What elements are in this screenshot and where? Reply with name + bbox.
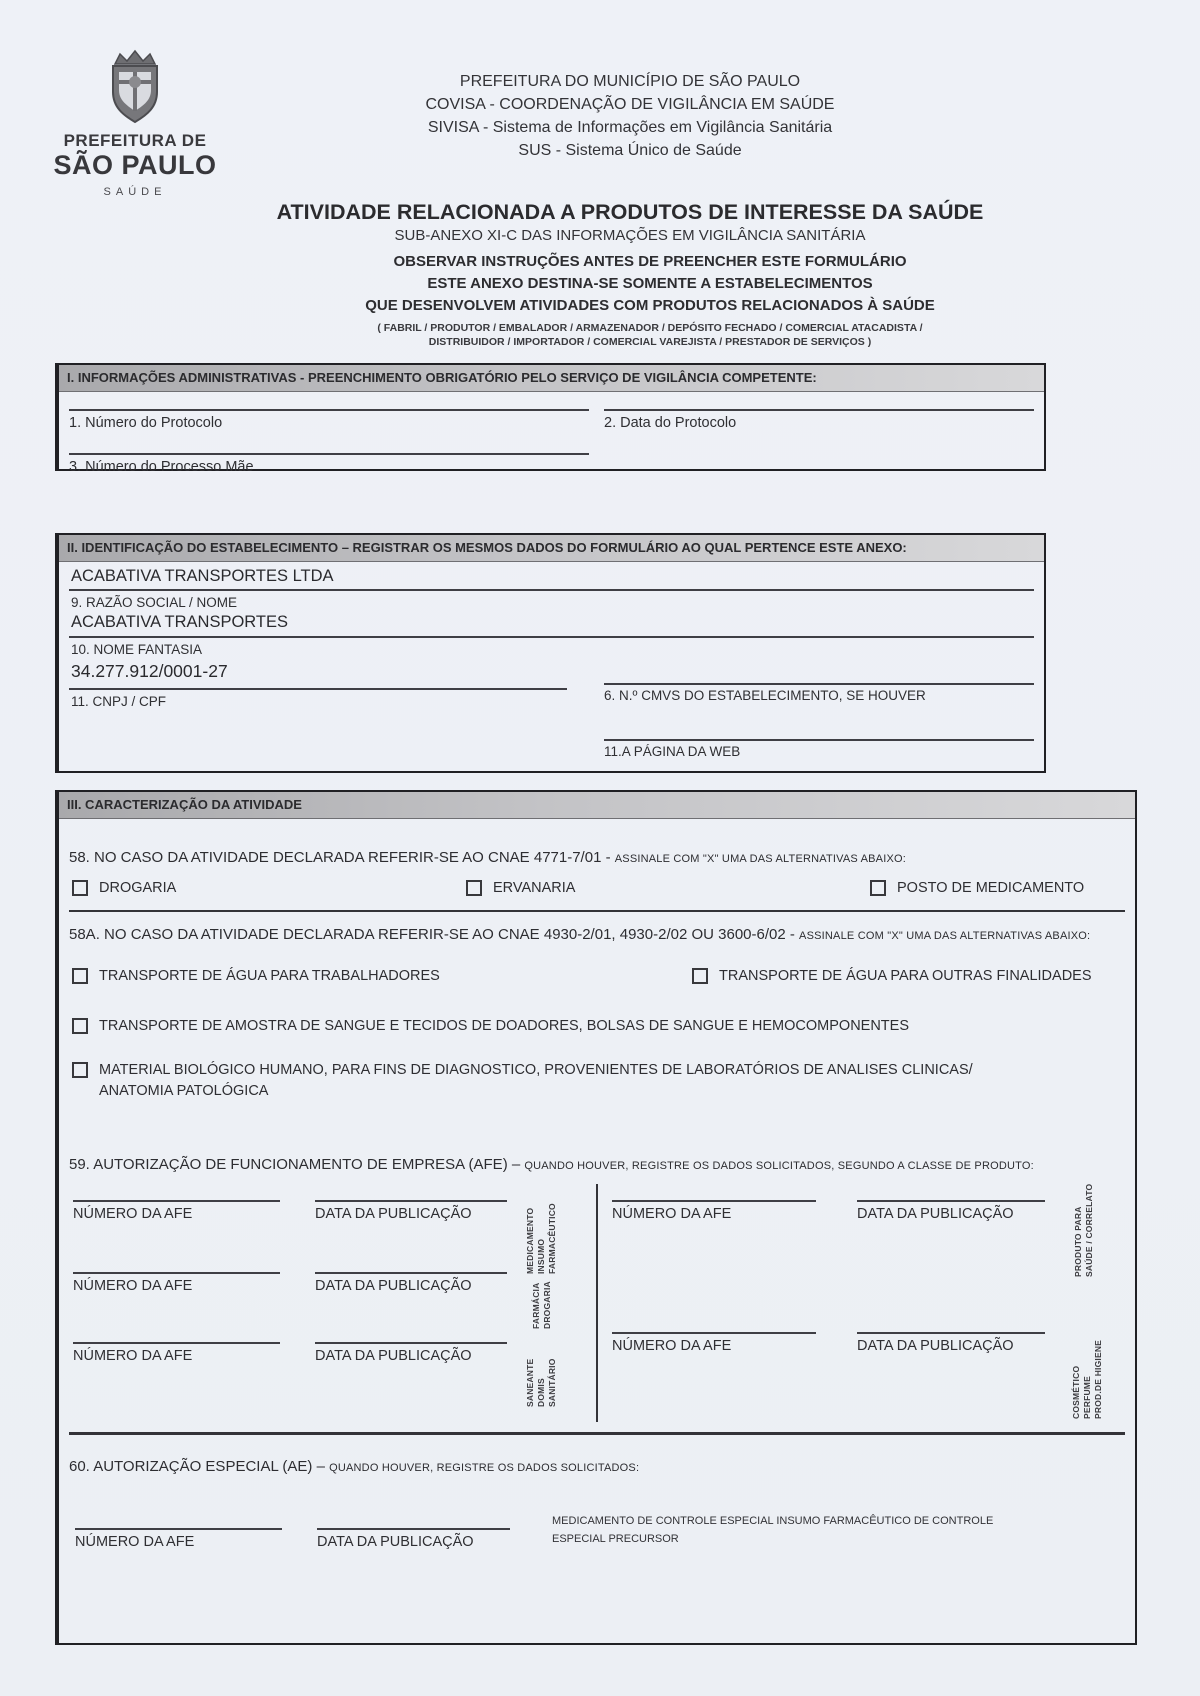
section-2-establishment-id — [55, 533, 1046, 773]
field-label: 1. Número do Protocolo — [69, 415, 223, 431]
org-header — [230, 70, 1030, 162]
instruction-small-2: DISTRIBUIDOR / IMPORTADOR / COMERCIAL VAREJISTA / PRESTADOR DE SERVIÇOS ) — [428, 336, 872, 348]
question-59-note: QUANDO HOUVER, REGISTRE OS DADOS SOLICITADOS, SEGUNDO A CLASSE DE PRODUTO: — [524, 1160, 1034, 1172]
afe-grid-vertical-divider — [596, 1184, 598, 1422]
document-subtitle: SUB-ANEXO XI-C DAS INFORMAÇÕES EM VIGILÂNCIA SANITÁRIA — [394, 227, 866, 244]
vlabel-line: SANITÁRIO — [547, 1358, 557, 1407]
question-58-text: 58. NO CASO DA ATIVIDADE DECLARADA REFERIR-SE AO CNAE 4771-7/01 - — [69, 849, 615, 866]
vlabel-line: DOMIS — [536, 1378, 546, 1407]
field-line — [317, 1528, 510, 1530]
field-label: 3. Número do Processo Mãe — [69, 459, 254, 475]
section-3-activity-characterization — [55, 790, 1137, 1645]
field-label: NÚMERO DA AFE — [612, 1206, 732, 1222]
org-line-2: COVISA - COORDENAÇÃO DE VIGILÂNCIA EM SAÚDE — [425, 96, 835, 113]
vlabel-line: PROD.DE HIGIENE — [1093, 1339, 1103, 1419]
field-label: NÚMERO DA AFE — [73, 1206, 193, 1222]
field-label: DATA DA PUBLICAÇÃO — [315, 1348, 472, 1364]
org-line-1: PREFEITURA DO MUNICÍPIO DE SÃO PAULO — [459, 73, 801, 90]
afe-number-field-cosmetico[interactable] — [612, 1332, 816, 1354]
logo-saude-text: SAÚDE — [103, 186, 167, 198]
option-material-biologico-humano[interactable] — [72, 1060, 999, 1102]
instruction-line-2: ESTE ANEXO DESTINA-SE SOMENTE A ESTABELECIMENTOS — [427, 275, 873, 292]
vlabel-line: SAÚDE / CORRELATO — [1084, 1183, 1094, 1277]
pub-date-field-saneante[interactable] — [315, 1342, 507, 1364]
org-line-4: SUS - Sistema Único de Saúde — [518, 142, 742, 159]
instructions-block — [250, 251, 1050, 349]
option-transporte-agua-outras-finalidades[interactable] — [692, 966, 1092, 987]
field-label: 11.A PÁGINA DA WEB — [604, 744, 741, 759]
checkbox-posto-de-medicamento[interactable] — [870, 880, 886, 896]
pub-date-field-farmacia[interactable] — [315, 1272, 507, 1294]
question-58a-text: 58A. NO CASO DA ATIVIDADE DECLARADA REFERIR-SE AO CNAE 4930-2/01, 4930-2/02 OU 3600-6/02 - — [69, 926, 800, 943]
field-line — [612, 1200, 816, 1202]
checkbox-label: TRANSPORTE DE ÁGUA PARA OUTRAS FINALIDADES — [719, 968, 1092, 984]
ae-number-field[interactable] — [75, 1528, 282, 1550]
checkbox-transporte-agua-outras-finalidades[interactable] — [692, 968, 708, 984]
cnpj-value: 34.277.912/0001-27 — [71, 661, 228, 681]
instruction-line-3: QUE DESENVOLVEM ATIVIDADES COM PRODUTOS RELACIONADOS À SAÚDE — [365, 297, 935, 314]
field-line — [315, 1342, 507, 1344]
cnpj-label: 11. CNPJ / CPF — [71, 694, 167, 709]
field-line — [69, 409, 589, 411]
section-1-header: I. INFORMAÇÕES ADMINISTRATIVAS - PREENCHIMENTO OBRIGATÓRIO PELO SERVIÇO DE VIGILÂNCIA COMPETENTE: — [59, 365, 1044, 392]
field-label: DATA DA PUBLICAÇÃO — [317, 1534, 474, 1550]
vlabel-line: PRODUTO PARA — [1073, 1206, 1083, 1277]
vlabel-line: COSMÉTICO — [1071, 1365, 1081, 1419]
question-58a-label — [69, 926, 1090, 943]
nome-fantasia-label: 10. NOME FANTASIA — [71, 642, 203, 657]
vlabel-line: DROGARIA — [542, 1281, 552, 1329]
vlabel-line: MEDICAMENTO — [525, 1207, 535, 1274]
checkbox-transporte-amostra-sangue[interactable] — [72, 1018, 88, 1034]
vlabel-line: FARMACÊUTICO — [547, 1203, 557, 1274]
checkbox-material-biologico-humano[interactable] — [72, 1062, 88, 1078]
field-line — [315, 1272, 507, 1274]
checkbox-label: MATERIAL BIOLÓGICO HUMANO, PARA FINS DE DIAGNOSTICO, PROVENIENTES DE LABORATÓRIOS DE ANALISES CLINICAS/ ANATOMIA PATOLÓGICA — [99, 1062, 973, 1099]
checkbox-transporte-agua-trabalhadores[interactable] — [72, 968, 88, 984]
razao-social-value: ACABATIVA TRANSPORTES LTDA — [71, 567, 334, 585]
field-label: NÚMERO DA AFE — [73, 1278, 193, 1294]
instruction-line-1: OBSERVAR INSTRUÇÕES ANTES DE PREENCHER ESTE FORMULÁRIO — [393, 253, 907, 270]
pub-date-field-produto-saude[interactable] — [857, 1200, 1045, 1222]
sao-paulo-coat-of-arms-icon — [103, 48, 167, 128]
field-line — [73, 1272, 280, 1274]
afe-number-field-medicamento[interactable] — [73, 1200, 280, 1222]
divider-after-58 — [69, 910, 1125, 912]
field-line — [857, 1200, 1045, 1202]
nome-fantasia-value: ACABATIVA TRANSPORTES — [71, 613, 289, 631]
logo-prefeitura-text: PREFEITURA DE — [63, 131, 207, 150]
field-line — [73, 1342, 280, 1344]
afe-number-field-produto-saude[interactable] — [612, 1200, 816, 1222]
question-60-label — [69, 1458, 639, 1475]
field-label: NÚMERO DA AFE — [75, 1534, 195, 1550]
question-60-note: QUANDO HOUVER, REGISTRE OS DADOS SOLICITADOS: — [329, 1462, 640, 1474]
field-label: DATA DA PUBLICAÇÃO — [315, 1278, 472, 1294]
field-line — [604, 739, 1034, 741]
divider-after-59 — [69, 1432, 1125, 1435]
checkbox-label: TRANSPORTE DE AMOSTRA DE SANGUE E TECIDOS DE DOADORES, BOLSAS DE SANGUE E HEMOCOMPONENTES — [99, 1018, 910, 1034]
vlabel-line: INSUMO — [536, 1238, 546, 1274]
section-3-header: III. CARACTERIZAÇÃO DA ATIVIDADE — [59, 792, 1135, 819]
section-2-header: II. IDENTIFICAÇÃO DO ESTABELECIMENTO – REGISTRAR OS MESMOS DADOS DO FORMULÁRIO AO QUAL PERTENCE ESTE ANEXO: — [59, 535, 1044, 562]
field-label: NÚMERO DA AFE — [73, 1348, 193, 1364]
question-58-label — [69, 849, 906, 866]
mother-process-number-field[interactable] — [69, 453, 589, 475]
option-drogaria[interactable] — [72, 878, 176, 899]
question-58a-note: ASSINALE COM "X" UMA DAS ALTERNATIVAS ABAIXO: — [799, 930, 1091, 942]
cmvs-number-field[interactable] — [604, 683, 1034, 703]
question-59-text: 59. AUTORIZAÇÃO DE FUNCIONAMENTO DE EMPRESA (AFE) – — [69, 1156, 525, 1173]
ae-pub-date-field[interactable] — [317, 1528, 510, 1550]
section-1-administrative-info — [55, 363, 1046, 475]
org-line-3: SIVISA - Sistema de Informações em Vigilância Sanitária — [427, 119, 833, 136]
checkbox-label: ERVANARIA — [493, 880, 576, 896]
protocol-number-field[interactable] — [69, 409, 589, 431]
razao-social-label: 9. RAZÃO SOCIAL / NOME — [71, 595, 238, 610]
field-line — [604, 409, 1034, 411]
field-label: DATA DA PUBLICAÇÃO — [857, 1338, 1014, 1354]
ae-class-note: MEDICAMENTO DE CONTROLE ESPECIAL INSUMO FARMACÊUTICO DE CONTROLE ESPECIAL PRECURSOR — [552, 1515, 994, 1545]
option-posto-de-medicamento[interactable] — [870, 878, 1084, 899]
document-title: ATIVIDADE RELACIONADA A PRODUTOS DE INTERESSE DA SAÚDE — [276, 200, 984, 224]
checkbox-drogaria[interactable] — [72, 880, 88, 896]
afe-class-farmacia-label — [531, 1257, 553, 1329]
field-label: DATA DA PUBLICAÇÃO — [857, 1206, 1014, 1222]
afe-number-field-farmacia[interactable] — [73, 1272, 280, 1294]
question-60-text: 60. AUTORIZAÇÃO ESPECIAL (AE) – — [69, 1458, 330, 1475]
question-59-label — [69, 1156, 1034, 1173]
nome-fantasia-line — [69, 636, 1034, 638]
question-58-note: ASSINALE COM "X" UMA DAS ALTERNATIVAS ABAIXO: — [614, 853, 907, 865]
afe-class-produto-saude-label — [1073, 1177, 1095, 1277]
web-page-field[interactable] — [604, 739, 1034, 759]
protocol-date-field[interactable] — [604, 409, 1034, 431]
razao-social-line — [69, 589, 1034, 591]
afe-number-field-saneante[interactable] — [73, 1342, 280, 1364]
field-label: NÚMERO DA AFE — [612, 1338, 732, 1354]
pub-date-field-cosmetico[interactable] — [857, 1332, 1045, 1354]
cnpj-line — [69, 688, 567, 690]
afe-class-saneante-label — [525, 1327, 558, 1407]
field-line — [73, 1200, 280, 1202]
field-label: DATA DA PUBLICAÇÃO — [315, 1206, 472, 1222]
pub-date-field-medicamento[interactable] — [315, 1200, 507, 1222]
checkbox-label: POSTO DE MEDICAMENTO — [897, 880, 1085, 896]
checkbox-ervanaria[interactable] — [466, 880, 482, 896]
field-line — [75, 1528, 282, 1530]
field-line — [604, 683, 1034, 685]
checkbox-label: DROGARIA — [99, 880, 177, 896]
field-label: 6. N.º CMVS DO ESTABELECIMENTO, SE HOUVER — [604, 688, 926, 703]
field-label: 2. Data do Protocolo — [604, 415, 737, 431]
field-line — [69, 453, 589, 455]
vlabel-line: SANEANTE — [525, 1358, 535, 1407]
option-transporte-agua-trabalhadores[interactable] — [72, 966, 440, 987]
logo-sao-paulo-text: SÃO PAULO — [53, 150, 217, 180]
checkbox-label: TRANSPORTE DE ÁGUA PARA TRABALHADORES — [99, 968, 440, 984]
option-transporte-amostra-sangue[interactable] — [72, 1016, 909, 1037]
field-line — [612, 1332, 816, 1334]
vlabel-line: PERFUME — [1082, 1376, 1092, 1419]
vlabel-line: FARMÁCIA — [531, 1282, 541, 1329]
instruction-small-1: ( FABRIL / PRODUTOR / EMBALADOR / ARMAZENADOR / DEPÓSITO FECHADO / COMERCIAL ATACADISTA / — [377, 322, 923, 334]
field-line — [315, 1200, 507, 1202]
field-line — [857, 1332, 1045, 1334]
afe-class-cosmetico-label — [1071, 1324, 1104, 1419]
option-ervanaria[interactable] — [466, 878, 575, 899]
